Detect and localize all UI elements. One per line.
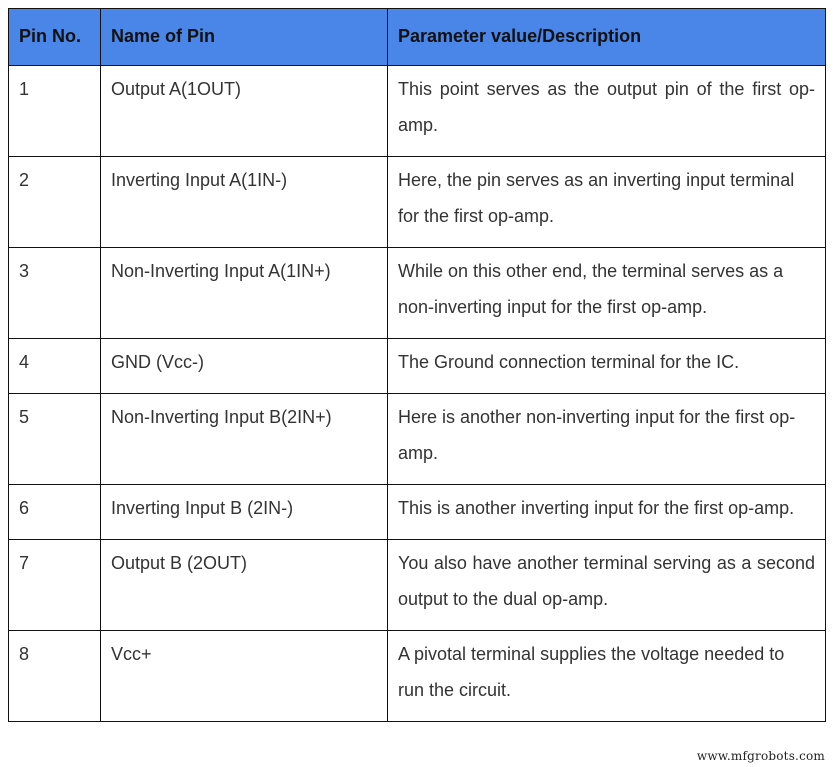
- table-row: [9, 485, 826, 540]
- table-row: [9, 248, 826, 339]
- pin-number-cell: 2: [9, 157, 101, 248]
- pin-description-cell: You also have another terminal serving as a second output to the dual op-amp.: [388, 540, 826, 631]
- column-header-name-of-pin: Name of Pin: [101, 9, 388, 66]
- table-row: [9, 540, 826, 631]
- table-row: [9, 66, 826, 157]
- table-row: [9, 631, 826, 722]
- pin-name-cell: Inverting Input B (2IN-): [101, 485, 388, 540]
- pin-number-cell: 3: [9, 248, 101, 339]
- pin-description-cell: This is another inverting input for the first op-amp.: [388, 485, 826, 540]
- pin-name-cell: Output A(1OUT): [101, 66, 388, 157]
- table-row: [9, 339, 826, 394]
- pin-number-cell: 7: [9, 540, 101, 631]
- pin-number-cell: 8: [9, 631, 101, 722]
- table-row: [9, 157, 826, 248]
- table-header-row: [9, 9, 826, 66]
- pin-description-cell: This point serves as the output pin of the first op-amp.: [388, 66, 826, 157]
- pin-number-cell: 5: [9, 394, 101, 485]
- column-header-pin-no: Pin No.: [9, 9, 101, 66]
- pin-number-cell: 1: [9, 66, 101, 157]
- pin-description-table: [8, 8, 826, 722]
- pin-description-cell: While on this other end, the terminal serves as a non-inverting input for the first op-amp.: [388, 248, 826, 339]
- pin-name-cell: Non-Inverting Input B(2IN+): [101, 394, 388, 485]
- pin-description-cell: The Ground connection terminal for the IC.: [388, 339, 826, 394]
- table-row: [9, 394, 826, 485]
- watermark: www.mfgrobots.com: [696, 749, 825, 763]
- pin-name-cell: Inverting Input A(1IN-): [101, 157, 388, 248]
- pin-name-cell: Vcc+: [101, 631, 388, 722]
- pin-number-cell: 6: [9, 485, 101, 540]
- pin-name-cell: Non-Inverting Input A(1IN+): [101, 248, 388, 339]
- pin-description-cell: Here is another non-inverting input for the first op-amp.: [388, 394, 826, 485]
- pin-number-cell: 4: [9, 339, 101, 394]
- pin-name-cell: Output B (2OUT): [101, 540, 388, 631]
- column-header-description: Parameter value/Description: [388, 9, 826, 66]
- pin-description-cell: A pivotal terminal supplies the voltage needed to run the circuit.: [388, 631, 826, 722]
- pin-description-cell: Here, the pin serves as an inverting input terminal for the first op-amp.: [388, 157, 826, 248]
- pin-name-cell: GND (Vcc-): [101, 339, 388, 394]
